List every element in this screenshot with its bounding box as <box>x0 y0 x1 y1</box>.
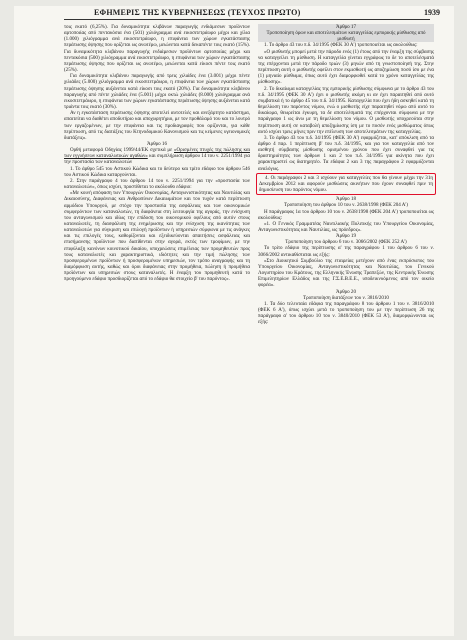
article-20-title: Άρθρο 20 <box>336 288 356 295</box>
right-column <box>258 24 434 326</box>
gazette-page <box>14 6 454 636</box>
paragraph: 1. Το άρθρο 43 του π.δ. 34/1995 (ΦΕΚ 30 Α') τροποποιείται ως ακολούθως: <box>264 42 418 49</box>
article-17-heading-block <box>258 24 434 42</box>
page-header <box>14 6 454 21</box>
header-rule <box>64 19 430 20</box>
paragraph: Για δυναμικότητα κλιβάνου παραγωγής από τρεις χιλιάδες ένα (3.001) μέχρι πέντε χιλιάδες (5.000) χιλιόγραμμα ανά εικοσιτετράωρο, η επιφάνεια των χώρων εγκατάστασης περάτωσης όψησης αυξάνεται κατά είκοσι τοις εκατό (20%). Για δυναμικότητα κλιβάνου παραγωγής από πέντε χιλιάδες ένα (5.001) μέχρι οκτώ χιλιάδες (8.000) χιλιόγραμμα ανά εικοσιτετράωρο, η επιφάνεια των χώρων εγκατάστασης περάτωσης όψησης αυξάνεται κατά τριάντα τοις εκατό (30%). <box>64 73 250 111</box>
article-19-subtitle: Τροποποίηση του άρθρου 6 του ν. 3066/2002 (ΦΕΚ 252 Α') <box>285 239 407 246</box>
article-18-title: Άρθρο 18 <box>336 196 356 203</box>
paragraph: 3. Το άρθρο 43 του π.δ. 34/1995 (ΦΕΚ 30 Α') εφαρμόζεται, κατ' απόκλιση από τα άρθρο 4 παρ. 1 περίπτωση β' του π.δ. 34/1995, και για τον καταγγελία από τον αισθητή σύμβασης μίσθωσης ορισμένου χρόνου που έχει συναφθεί για τις δραστηριότητες των άρθρων 1 και 2 του π.δ. 34/1995 για ακίνητα που έχει χαρακτηριστεί ως διατηρητέο. Τα εδάφια 2 και 3 της παραγράφου 2 εφαρμόζονται αναλόγως. <box>258 134 434 172</box>
paragraph: 1. Τα δύο τελευταία εδάφια της παραγράφου 8 του άρθρου 1 του ν. 3816/2010 (ΦΕΚ 6 Α'), όπως ισχύει μετά το τροποποίηση του με την περίπτωση 26 της παράγραφο α' του άρθρου 10 του ν. 3840/2010 (ΦΕΚ 53 Α'), διαμορφώνονται ως εξής: <box>258 300 434 326</box>
heading-text: και συμπλήρωση άρθρου 14 του ν. 2251/1994 για την προστασία των καταναλωτών <box>64 153 250 166</box>
paragraph: 2. Το δικαίωμα καταγγελίας της εμπορικής μίσθωσης σύμφωνα με το άρθρο 43 του π.δ. 34/1995 (ΦΕΚ 30 Α') έχει ο μισθωτής ακόμη κι αν έχει παραιτηθεί από αυτό συμβατικά ή το άρθρο 45 του π.δ. 34/1995. Καταγγελία που έχει ήδη ασκηθεί κατά τη θεμελίωση του παρόντος νόμου, ενώ ο μισθωτής είχε παραιτηθεί νόμω από αυτό το δικαίωμα, θεωρείται έγκυρη, τα δε αποτελέσματά της επέρχονται σύμφωνα με την παράγραφο 1 ως άνω με τη θεμελίωση του νόμου. Ο μισθωτής υποχρεούται στην περίπτωση αυτή σε καταβολή αποζημίωσης ίση με το ποσόν ενός μισθώματος όπως αυτό ισχύει τρεις μήνες πριν την επέλευση των αποτελεσμάτων της καταγγελίας. <box>258 85 434 135</box>
highlighted-paragraph <box>256 173 436 195</box>
paragraph: 1. Το άρθρο 545 του Αστικού Κώδικα και το δεύτερο και τρίτο εδάφιο του άρθρου 546 του Αστικού Κώδικα καταργούνται. <box>64 165 250 178</box>
article-18-subtitle: Τροποποίηση του άρθρου 10 του ν. 2638/1998 (ΦΕΚ 204 Α') <box>283 202 408 209</box>
paragraph: «Ο μισθωτής μπορεί μετά την πάροδο ενός (1) έτους από την έναρξη της σύμβασης να καταγγείλει τη μίσθωση. Η καταγγελία γίνεται εγγράφως το δε το αποτελέσματά της επέρχονται μετά την πάροδο τριών (3) μηνών από τη γνωστοποίησή της. Στην περίπτωση αυτή ο μισθωτής οφείλει στον εκμισθωτή ως αποζημίωση ποσό ίσο με ένα (1) μηνιαίο μίσθωμα, όπως αυτό έχει διαμορφωθεί κατά το χρόνο καταγγελίας της μίσθωσης». <box>258 48 434 86</box>
article-16-heading <box>64 147 250 165</box>
article-17-title: Άρθρο 17 <box>336 24 356 30</box>
article-20-subtitle: Τροποποίηση διατάξεων του ν. 3816/2010 <box>303 294 389 301</box>
left-column <box>64 24 250 283</box>
page-number: 1939 <box>424 8 440 17</box>
article-16-title: Άρθρο 16 <box>147 140 167 147</box>
paragraph: Η παράγραφος 1α του άρθρου 10 του ν. 2638/1998 (ΦΕΚ 204 Α') τροποποιείται ως ακολούθως: <box>258 208 434 221</box>
heading-text: Ορθή μεταφορά Οδηγίας 1999/44/ΕΚ σχετικά με <box>70 147 174 154</box>
article-19-title: Άρθρο 19 <box>336 233 356 240</box>
paragraph: 4. Οι παράγραφοι 2 και 3 ισχύουν για καταγγελίες που θα γίνουν μέχρι την 31η Δεκεμβρίου 2012 και αφορούν μισθώσεις ακινήτων που έχουν συναφθεί πριν τη δημοσίευση του παρόντος νόμου. <box>259 174 433 194</box>
paragraph: Το τρίτο εδάφιο της περίπτωσης α' της παραγράφου 1 του άρθρου 6 του ν. 3066/2002 αντικαθίσταται ως εξής: <box>258 245 434 258</box>
underlined-heading-text: «Ορισμένες πτυχές της πώλησης και των εγγυήσεων καταναλωτικών αγαθών» <box>64 147 250 160</box>
paragraph: Αν η εγκατάσταση περάτωσης όψησης αποτελεί αυτοτελές και ανεξάρτητο κατάστημα, απαιτείται να διαθέτει αποδυτήριο και αποχωρητήριο, με τον προθάλαμό του και το λουτρό των εργαζομένων, με την επιφάνεια και τις προδιαγραφές που ορίζονται, για κάθε περίπτωση, από τις διατάξεις του Κτηνοδομικού Κανονισμού και τις κείμενες υγειονομικές διατάξεις». <box>64 110 250 141</box>
paragraph: 2. Στην παράγραφο 4 του άρθρου 14 του ν. 2251/1994 για την «προστασία των καταναλωτών», όπως ισχύει, προστίθεται το ακόλουθο εδάφιο: <box>64 177 250 191</box>
paragraph: «Στο Διοικητικό Συμβούλιο της εταιρείας μετέχουν από ένας εκπρόσωπος του Υπουργείου Οικονομίας, Ανταγωνιστικότητας και Ναυτιλίας, του Γενικού Λογιστηρίου του Κράτους, της Ελληνικής Ένωσης Τραπεζών, της Κεντρικής Ένωσης Επιμελητηρίων Ελλάδος και της Γ.Σ.Ε.Β.Ε.Ε., υποδεικνυόμενος από τον οικείο φορέα». <box>258 257 434 289</box>
paragraph: «Με κοινή απόφαση των Υπουργών Οικονομίας, Ανταγωνιστικότητας και Ναυτιλίας και Δικαιοσύνης, Διαφάνειας και Ανθρωπίνων Δικαιωμάτων και του τυχόν κατά περίπτωση αρμόδιου Υπουργού, με στόχο την προστασία της ασφάλειας και των οικονομικών συμφερόντων των καταναλωτών, τη διαφάνεια στη λειτουργία της αγοράς, την ενίσχυση του ανταγωνισμού και ιδίως την επίδοση του οικονομικού οφέλους από αυτόν στους καταναλωτές, τη διασφάλιση της ενημέρωσης και την ενίσχυση της ικανότητας των καταναλωτών για σύγκριση και επιλογή προϊόντων ή υπηρεσιών σύμφωνα με τις ανάγκες και τις επιλογές τους, καθορίζονται και εξειδικεύονται απαιτήσεις ασφάλειας και επισήμανσης προϊόντων που διατίθενται στην αγορά, εκτός των τροφίμων, με την επιφύλαξη κανόνων κοινοτικού δικαίου, υποχρεώσεις επιμέλειας των προμηθευτών προς τους καταναλωτές και χαρακτηριστικά, ιδιότητες και την τιμή πώλησης των προσφερομένων προϊόντων ή προσφερομένων υπηρεσιών, τον τρόπο αναγραφής και τη διαμόρφωση αυτής, καθώς και όροι διαφάνειας στην προμήθεια, πώληση ή προμήθεια προϊόντων και υπηρεσιών στους καταναλωτές. Η έναρξη του προμηθευτή κατά το προηγούμενο εδάφιο προσδιορίζεται από το εδάφιο θα στοιχείο β' του παρόντος». <box>64 190 250 283</box>
paragraph: «1. Ο Γενικός Γραμματέας Ναυτιλιακής Πολιτικής του Υπουργείου Οικονομίας, Ανταγωνιστικότητας και Ναυτιλίας, ως πρόεδρος». <box>258 220 434 233</box>
paragraph: τοις εκατό (6,25%). Για δυναμικότητα κλιβάνων παραγωγής ενδιάμεσων προϊόντων αρτοποιίας από πεντακόσια ένα (501) χιλιόγραμμα ανά εικοσιτετράωρο μέχρι και χίλια (1.000) χιλιόγραμμα ανά εικοσιτετράωρο, η επιφάνεια των χώρων εγκατάστασης περάτωσης όψησης που ορίζεται ως ανωτέρω, μειώνεται κατά δεκαπέντε τοις εκατό (15%). Για δυναμικότητα κλιβάνου παραγωγής ενδιάμεσων προϊόντων αρτοποιίας μέχρι και πεντακόσια (500) χιλιόγραμμα ανά εικοσιτετράωρο, η επιφάνεια των χώρων εγκατάστασης περάτωσης όψησης που ορίζεται ως ανωτέρω, μειώνεται κατά είκοσι πέντε τοις εκατό (25%). <box>64 24 250 74</box>
gazette-title: ΕΦΗΜΕΡΙΣ ΤΗΣ ΚΥΒΕΡΝΗΣΕΩΣ (ΤΕΥΧΟΣ ΠΡΩΤΟ) <box>94 8 301 17</box>
article-17-subtitle: Τροποποίηση όρων και αποτελεσμάτων καταγγελίας εμπορικής μίσθωσης από μισθωτή <box>266 30 426 43</box>
